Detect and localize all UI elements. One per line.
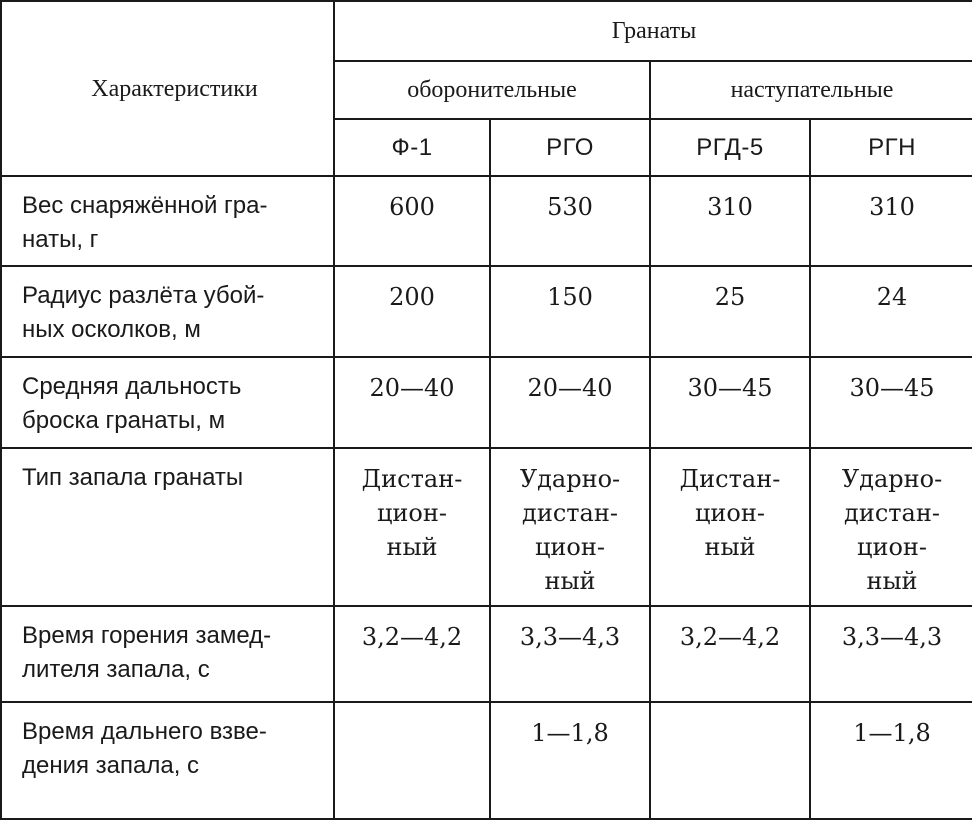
table-cell <box>334 606 490 702</box>
table-cell <box>650 176 810 266</box>
cell-line: цион- <box>857 533 927 561</box>
cell-line: 30—45 <box>849 374 935 402</box>
table-cell <box>810 606 972 702</box>
model-header-rgn: РГН <box>810 119 972 176</box>
cell-line: ный <box>544 567 596 595</box>
row-label-line: Радиус разлёта убой- <box>22 282 265 309</box>
row-label-burn-time <box>1 606 334 702</box>
cell-line: 1—1,8 <box>853 719 931 747</box>
model-header-rgo: РГО <box>490 119 650 176</box>
cell-line: 24 <box>876 283 908 311</box>
cell-line: ный <box>704 533 756 561</box>
cell-line: ный <box>386 533 438 561</box>
cell-line: 30—45 <box>687 374 773 402</box>
cell-line: 3,3—4,3 <box>841 623 943 651</box>
table-cell <box>490 448 650 606</box>
table-row <box>1 176 972 266</box>
table-cell <box>490 357 650 448</box>
table-cell <box>810 357 972 448</box>
table-cell <box>334 357 490 448</box>
table-row <box>1 448 972 606</box>
row-label-line: дения запала, с <box>22 752 200 779</box>
cell-line: Ударно- <box>841 465 943 493</box>
row-label-line: лителя запала, с <box>22 656 210 683</box>
table-cell <box>334 448 490 606</box>
cell-line: 200 <box>389 283 435 311</box>
row-label-fragment-radius <box>1 266 334 357</box>
cell-line: 310 <box>869 193 915 221</box>
row-label-line: Средняя дальность <box>22 373 242 400</box>
row-label-weight <box>1 176 334 266</box>
row-label-line: Время дальнего взве- <box>22 718 267 745</box>
table-cell <box>810 448 972 606</box>
grenades-group-header: Гранаты <box>334 1 972 61</box>
cell-line: 3,2—4,2 <box>679 623 781 651</box>
row-label-fuse-type <box>1 448 334 606</box>
cell-line: цион- <box>377 499 447 527</box>
characteristics-header: Характеристики <box>1 1 334 176</box>
cell-line: 3,2—4,2 <box>361 623 463 651</box>
row-label-line: броска гранаты, м <box>22 407 226 434</box>
cell-line: 20—40 <box>527 374 613 402</box>
cell-line: Дистан- <box>679 465 781 493</box>
cell-line: 25 <box>714 283 746 311</box>
table-cell <box>650 702 810 819</box>
cell-line: Дистан- <box>361 465 463 493</box>
row-label-throw-distance <box>1 357 334 448</box>
row-label-line: Тип запала гранаты <box>22 464 244 491</box>
model-header-f1: Ф-1 <box>334 119 490 176</box>
table-cell <box>490 606 650 702</box>
table-cell <box>490 702 650 819</box>
table-cell <box>334 702 490 819</box>
subgroup-header-offensive: наступательные <box>650 61 972 119</box>
subgroup-header-defensive: оборонительные <box>334 61 650 119</box>
table-cell <box>490 266 650 357</box>
table-cell <box>810 176 972 266</box>
row-label-line: Время горения замед- <box>22 622 272 649</box>
table-cell <box>334 176 490 266</box>
table-row <box>1 357 972 448</box>
cell-line: 1—1,8 <box>531 719 609 747</box>
cell-line: 530 <box>547 193 593 221</box>
model-header-rgd5: РГД-5 <box>650 119 810 176</box>
row-label-arming-time <box>1 702 334 819</box>
cell-line: цион- <box>535 533 605 561</box>
cell-line: 150 <box>547 283 593 311</box>
table-row <box>1 606 972 702</box>
cell-line: цион- <box>695 499 765 527</box>
table-cell <box>650 448 810 606</box>
row-label-line: Вес снаряжённой гра- <box>22 192 268 219</box>
table-cell <box>810 702 972 819</box>
cell-line: 3,3—4,3 <box>519 623 621 651</box>
table-cell <box>334 266 490 357</box>
row-label-line: наты, г <box>22 226 99 253</box>
cell-line: дистан- <box>844 499 940 527</box>
table-cell <box>650 357 810 448</box>
cell-line: 20—40 <box>369 374 455 402</box>
table-cell <box>490 176 650 266</box>
header-row-group <box>1 1 972 61</box>
cell-line: дистан- <box>522 499 618 527</box>
table-cell <box>650 606 810 702</box>
cell-line: 310 <box>707 193 753 221</box>
cell-line: Ударно- <box>519 465 621 493</box>
cell-line: ный <box>866 567 918 595</box>
row-label-line: ных осколков, м <box>22 316 201 343</box>
cell-line: 600 <box>389 193 435 221</box>
table-row <box>1 266 972 357</box>
table-cell <box>810 266 972 357</box>
table-row <box>1 702 972 819</box>
table-cell <box>650 266 810 357</box>
